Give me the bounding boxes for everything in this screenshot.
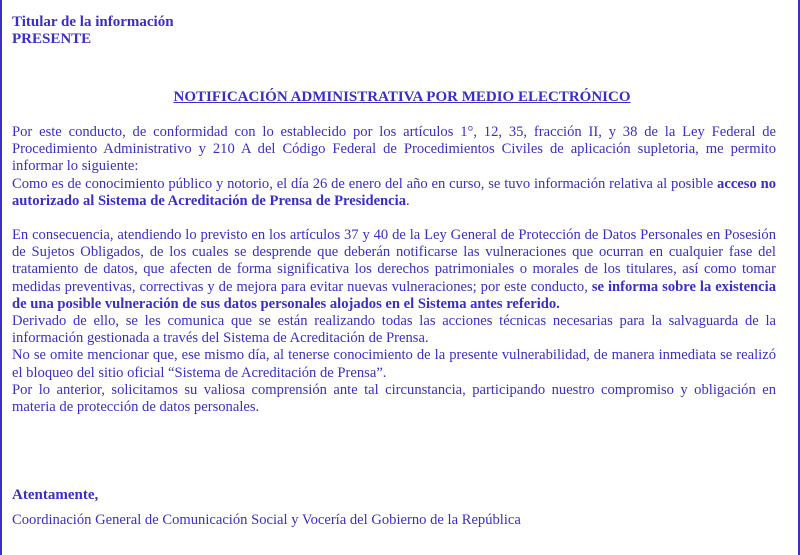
recipient-header (12, 14, 174, 48)
incident-end: . (406, 192, 410, 209)
document-title: NOTIFICACIÓN ADMINISTRATIVA POR MEDIO ELECTRÓNICO (173, 89, 631, 105)
recipient-line: Titular de la información (12, 14, 174, 30)
signature-line: Coordinación General de Comunicación Social y Vocería del Gobierno de la República (12, 512, 521, 528)
paragraph-closing-request: Por lo anterior, solicitamos su valiosa comprensión ante tal circunstancia, participando nuestro compromiso y obligación en materia de protección de datos personales. (12, 381, 776, 416)
incident-text: Como es de conocimiento público y notorio, el día 26 de enero del año en curso, se tuvo información relativa al posible (12, 175, 718, 192)
paragraph-incident (12, 176, 776, 210)
presente-line: PRESENTE (12, 31, 92, 47)
consequence-text: En consecuencia, atendiendo lo previsto en los artículos 37 y 40 de la Ley General de Protección de Datos Personales en Posesión de Sujetos Obligados, de los cuales se desprende que deberán notificarse las vulneraciones que ocurran en cualquier fase del tratamiento de datos, que afecten de forma significativa los derechos patrimoniales o morales de los titulares, así como tomar medidas preventivas, correctivas y de mejora para evitar nuevas vulneraciones; por este conducto, (12, 227, 776, 295)
paragraph-blocking: No se omite mencionar que, ese mismo día, al tenerse conocimiento de la presente vulnerabilidad, de manera inmediata se realizó el bloqueo del sitio oficial “Sistema de Acreditación de Prensa”. (12, 347, 776, 381)
notification-body (12, 124, 776, 416)
consequence-bold-text: se informa sobre la existencia de una posible vulneración de sus datos personales alojados en el Sistema antes referido. (12, 278, 776, 312)
paragraph-intro: Por este conducto, de conformidad con lo establecido por los artículos 1°, 12, 35, fracción II, y 38 de la Ley Federal de Procedimiento Administrativo y 210 A del Código Federal de Procedimientos Civiles de aplicación supletoria, me permito informar lo siguiente: (12, 124, 776, 175)
paragraph-consequence (12, 227, 776, 313)
paragraph-actions: Derivado de ello, se les comunica que se están realizando todas las acciones técnicas necesarias para la salvaguarda de la información gestionada a través del Sistema de Acreditación de Prensa. (12, 313, 776, 347)
incident-bold-text: acceso no autorizado al Sistema de Acreditación de Prensa de Presidencia (12, 175, 776, 209)
closing-salutation: Atentamente, (12, 487, 99, 503)
